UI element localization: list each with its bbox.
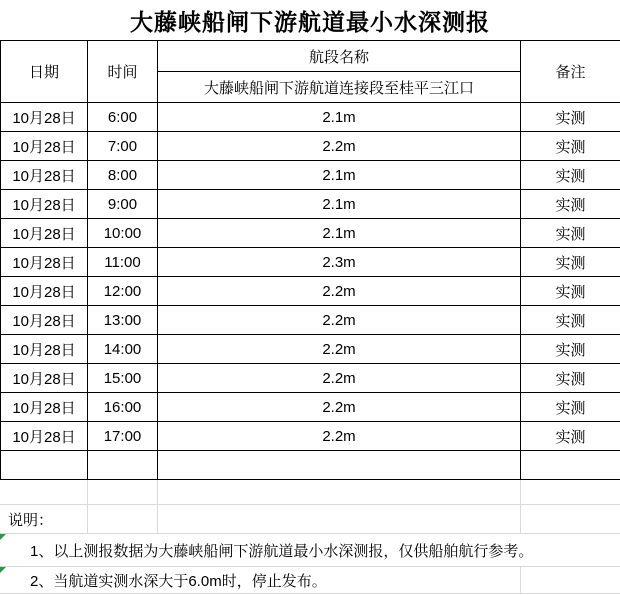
depth-cell: 2.1m bbox=[158, 190, 521, 219]
date-cell: 10月28日 bbox=[1, 335, 88, 364]
depth-cell: 2.1m bbox=[158, 103, 521, 132]
depth-cell: 2.3m bbox=[158, 248, 521, 277]
cell-flag-green-triangle-icon bbox=[0, 567, 6, 573]
depth-cell: 2.1m bbox=[158, 161, 521, 190]
remark-cell: 实测 bbox=[521, 190, 620, 219]
time-cell: 14:00 bbox=[88, 335, 158, 364]
depth-cell: 2.2m bbox=[158, 306, 521, 335]
table-row bbox=[1, 335, 620, 364]
remark-cell: 实测 bbox=[521, 161, 620, 190]
remark-cell: 实测 bbox=[521, 422, 620, 451]
date-cell: 10月28日 bbox=[1, 422, 88, 451]
date-cell: 10月28日 bbox=[1, 190, 88, 219]
date-cell: 10月28日 bbox=[1, 219, 88, 248]
gridline bbox=[157, 480, 158, 504]
time-cell: 17:00 bbox=[88, 422, 158, 451]
date-cell bbox=[1, 451, 88, 480]
water-depth-table bbox=[0, 40, 620, 480]
remark-cell: 实测 bbox=[521, 335, 620, 364]
depth-cell: 2.2m bbox=[158, 132, 521, 161]
gridline bbox=[87, 505, 88, 533]
remark-cell: 实测 bbox=[521, 248, 620, 277]
gridline bbox=[157, 505, 158, 533]
table-row bbox=[1, 306, 620, 335]
title-bar bbox=[0, 0, 620, 40]
header-remark: 备注 bbox=[521, 41, 620, 103]
remark-cell: 实测 bbox=[521, 132, 620, 161]
note-row-1 bbox=[0, 534, 620, 567]
date-cell: 10月28日 bbox=[1, 277, 88, 306]
header-time: 时间 bbox=[88, 41, 158, 103]
notes-label: 说明： bbox=[8, 511, 54, 529]
time-cell: 16:00 bbox=[88, 393, 158, 422]
time-cell: 13:00 bbox=[88, 306, 158, 335]
remark-cell: 实测 bbox=[521, 306, 620, 335]
remark-cell: 实测 bbox=[521, 219, 620, 248]
page-title: 大藤峡船闸下游航道最小水深测报 bbox=[130, 9, 490, 35]
header-section: 航段名称 bbox=[158, 41, 521, 72]
date-cell: 10月28日 bbox=[1, 161, 88, 190]
gridline bbox=[520, 505, 521, 533]
note-row-2 bbox=[0, 567, 620, 594]
header-section-sub: 大藤峡船闸下游航道连接段至桂平三江口 bbox=[158, 72, 521, 103]
remark-cell: 实测 bbox=[521, 103, 620, 132]
table-row bbox=[1, 161, 620, 190]
time-cell: 8:00 bbox=[88, 161, 158, 190]
table-row bbox=[1, 364, 620, 393]
time-cell: 10:00 bbox=[88, 219, 158, 248]
date-cell: 10月28日 bbox=[1, 248, 88, 277]
sheet-area bbox=[0, 480, 620, 594]
table-row bbox=[1, 248, 620, 277]
table-row bbox=[1, 103, 620, 132]
table-row bbox=[1, 219, 620, 248]
time-cell bbox=[88, 451, 158, 480]
depth-cell bbox=[158, 451, 521, 480]
gridline bbox=[87, 480, 88, 504]
date-cell: 10月28日 bbox=[1, 103, 88, 132]
header-row-1 bbox=[1, 41, 620, 72]
table-row bbox=[1, 190, 620, 219]
date-cell: 10月28日 bbox=[1, 364, 88, 393]
depth-cell: 2.2m bbox=[158, 335, 521, 364]
remark-cell: 实测 bbox=[521, 277, 620, 306]
table-row bbox=[1, 132, 620, 161]
cell-flag-green-triangle-icon bbox=[0, 534, 6, 540]
empty-table-row bbox=[1, 451, 620, 480]
sheet-gap-row bbox=[0, 480, 620, 505]
date-cell: 10月28日 bbox=[1, 132, 88, 161]
depth-cell: 2.2m bbox=[158, 277, 521, 306]
date-cell: 10月28日 bbox=[1, 306, 88, 335]
time-cell: 15:00 bbox=[88, 364, 158, 393]
table-row bbox=[1, 277, 620, 306]
gridline bbox=[520, 567, 521, 593]
remark-cell: 实测 bbox=[521, 393, 620, 422]
depth-cell: 2.2m bbox=[158, 393, 521, 422]
time-cell: 7:00 bbox=[88, 132, 158, 161]
time-cell: 12:00 bbox=[88, 277, 158, 306]
remark-cell: 实测 bbox=[521, 364, 620, 393]
note-1-text: 1、以上测报数据为大藤峡船闸下游航道最小水深测报，仅供船舶航行参考。 bbox=[30, 542, 534, 560]
depth-cell: 2.2m bbox=[158, 422, 521, 451]
date-cell: 10月28日 bbox=[1, 393, 88, 422]
depth-cell: 2.2m bbox=[158, 364, 521, 393]
table-row bbox=[1, 422, 620, 451]
time-cell: 9:00 bbox=[88, 190, 158, 219]
gridline bbox=[520, 480, 521, 504]
notes-label-row bbox=[0, 505, 620, 534]
depth-cell: 2.1m bbox=[158, 219, 521, 248]
remark-cell bbox=[521, 451, 620, 480]
time-cell: 6:00 bbox=[88, 103, 158, 132]
note-2-text: 2、当航道实测水深大于6.0m时，停止发布。 bbox=[30, 572, 327, 590]
time-cell: 11:00 bbox=[88, 248, 158, 277]
header-date: 日期 bbox=[1, 41, 88, 103]
table-row bbox=[1, 393, 620, 422]
